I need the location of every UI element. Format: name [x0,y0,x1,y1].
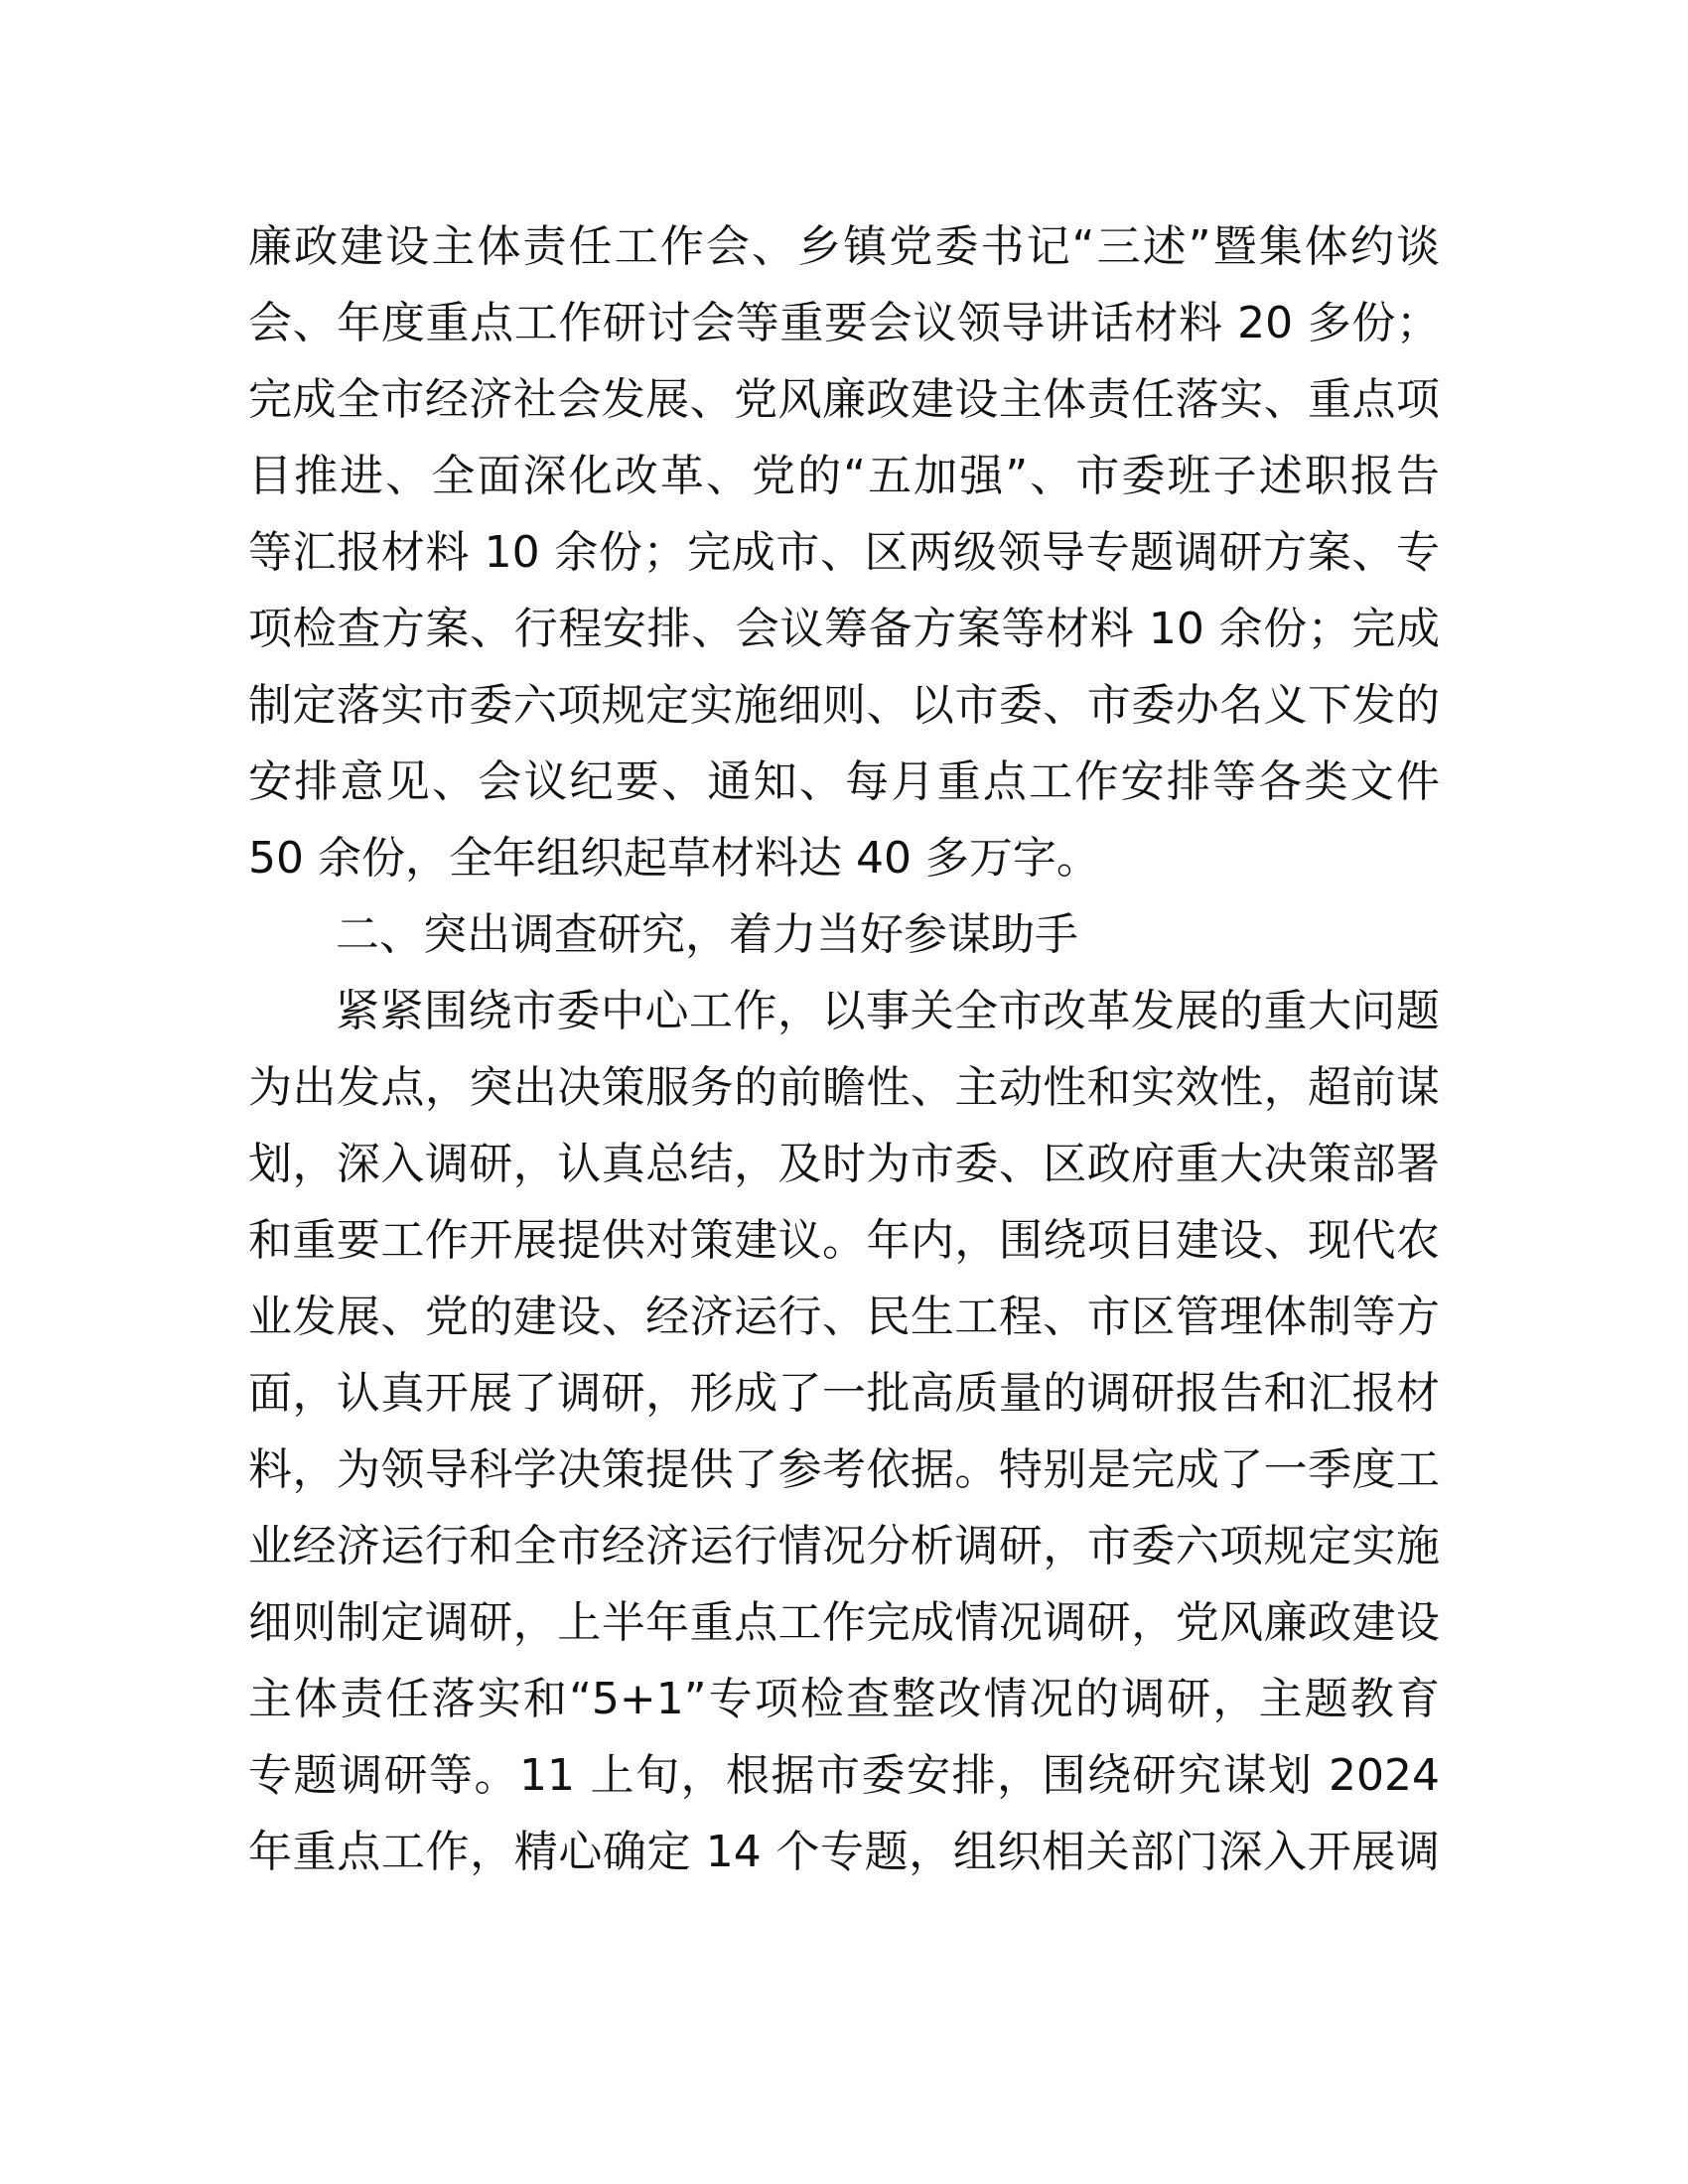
document-body [248,208,1440,1890]
paragraph-line: 和重要工作开展提供对策建议。年内，围绕项目建设、现代农 [248,1215,1440,1266]
section-heading: 二、突出调查研究，着力当好参谋助手 [336,909,1078,960]
paragraph-line: 会、年度重点工作研讨会等重要会议领导讲话材料 20 多份； [248,298,1440,348]
paragraph-line: 面，认真开展了调研，形成了一批高质量的调研报告和汇报材 [248,1368,1440,1419]
paragraph-line: 专题调研等。11 上旬，根据市委安排，围绕研究谋划 2024 [248,1750,1440,1801]
paragraph-line: 廉政建设主体责任工作会、乡镇党委书记“三述”暨集体约谈 [248,221,1440,272]
paragraph-line: 紧紧围绕市委中心工作，以事关全市改革发展的重大问题 [336,986,1440,1036]
paragraph-line: 细则制定调研，上半年重点工作完成情况调研，党风廉政建设 [248,1597,1440,1648]
paragraph-line: 业发展、党的建设、经济运行、民生工程、市区管理体制等方 [248,1292,1440,1342]
paragraph-line: 制定落实市委六项规定实施细则、以市委、市委办名义下发的 [248,680,1440,731]
paragraph-line: 年重点工作，精心确定 14 个专题，组织相关部门深入开展调 [248,1827,1440,1877]
paragraph-line: 划，深入调研，认真总结，及时为市委、区政府重大决策部署 [248,1139,1440,1189]
paragraph-line: 料，为领导科学决策提供了参考依据。特别是完成了一季度工 [248,1444,1440,1495]
paragraph-line: 主体责任落实和“5+1”专项检查整改情况的调研，主题教育 [248,1674,1440,1724]
paragraph-line: 业经济运行和全市经济运行情况分析调研，市委六项规定实施 [248,1521,1440,1571]
paragraph-1 [248,208,1440,896]
paragraph-line: 完成全市经济社会发展、党风廉政建设主体责任落实、重点项 [248,374,1440,425]
paragraph-line: 安排意见、会议纪要、通知、每月重点工作安排等各类文件 [248,756,1440,807]
paragraph-line: 等汇报材料 10 余份；完成市、区两级领导专题调研方案、专 [248,527,1440,578]
paragraph-line: 为出发点，突出决策服务的前瞻性、主动性和实效性，超前谋 [248,1062,1440,1113]
paragraph-2 [248,973,1440,1890]
paragraph-line: 项检查方案、行程安排、会议筹备方案等材料 10 余份；完成 [248,604,1440,654]
paragraph-line: 50 余份，全年组织起草材料达 40 多万字。 [248,833,1100,884]
paragraph-line: 目推进、全面深化改革、党的“五加强”、市委班子述职报告 [248,451,1440,501]
